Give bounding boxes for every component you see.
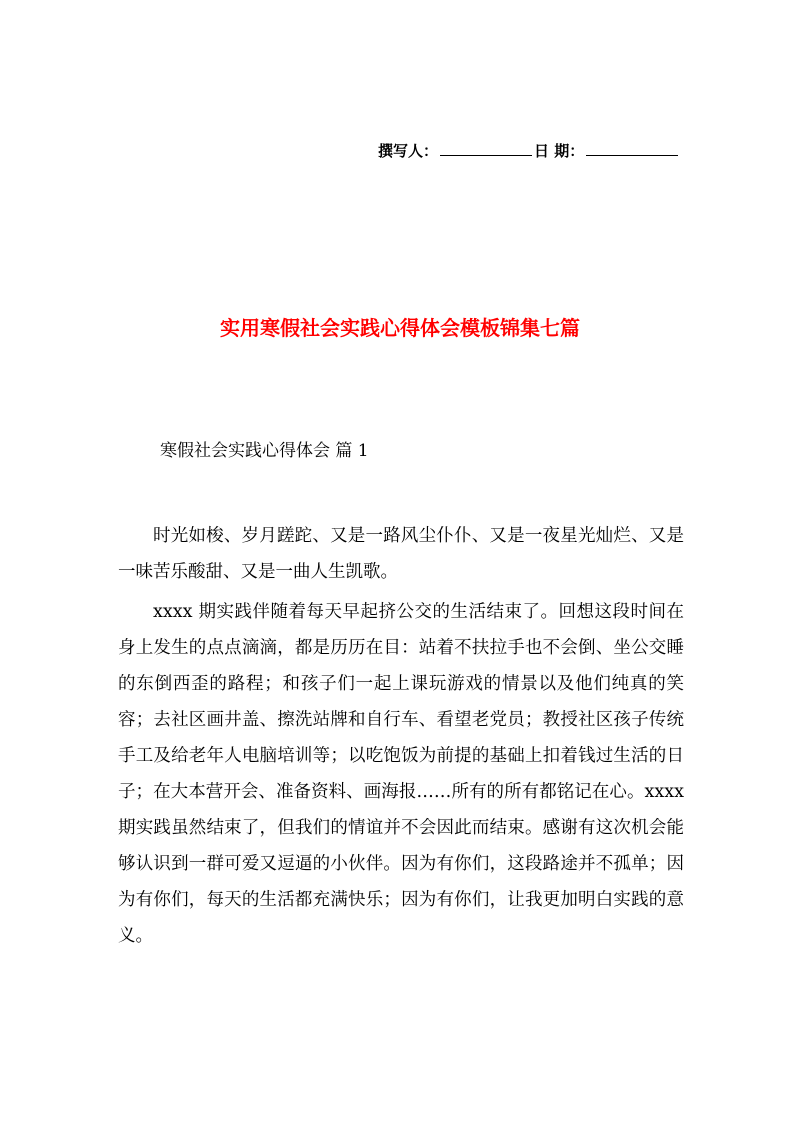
document-title: 实用寒假社会实践心得体会模板锦集七篇 bbox=[220, 316, 580, 340]
date-label: 日 期： bbox=[534, 142, 585, 160]
paragraph: 时光如梭、岁月蹉跎、又是一路风尘仆仆、又是一夜星光灿烂、又是一味苦乐酸甜、又是一曲人生凯歌。 bbox=[118, 526, 684, 582]
paragraph: xxxx 期实践伴随着每天早起挤公交的生活结束了。回想这段时间在身上发生的点点滴滴，都是历历在目：站着不扶拉手也不会倒、坐公交睡的东倒西歪的路程；和孩子们一起上课玩游戏的情景以及他们纯真的笑容；去社区画井盖、擦洗站牌和自行车、看望老党员；教授社区孩子传统手工及给老年人电脑培训等；以吃饱饭为前提的基础上扣着钱过生活的日子；在大本营开会、准备资料、画海报……所有的所有都铭记在心。xxxx 期实践虽然结束了，但我们的情谊并不会因此而结束。感谢有这次机会能够认识到一群可爱又逗逼的小伙伴。因为有你们，这段路途并不孤单；因为有你们，每天的生活都充满快乐；因为有你们，让我更加明白实践的意义。 bbox=[118, 602, 684, 946]
date-blank-field bbox=[586, 141, 678, 156]
section-heading: 寒假社会实践心得体会 篇 1 bbox=[160, 441, 369, 461]
author-date-line bbox=[378, 140, 698, 162]
author-label: 撰写人： bbox=[378, 142, 439, 160]
author-blank-field bbox=[440, 141, 532, 156]
body-text bbox=[118, 518, 684, 958]
